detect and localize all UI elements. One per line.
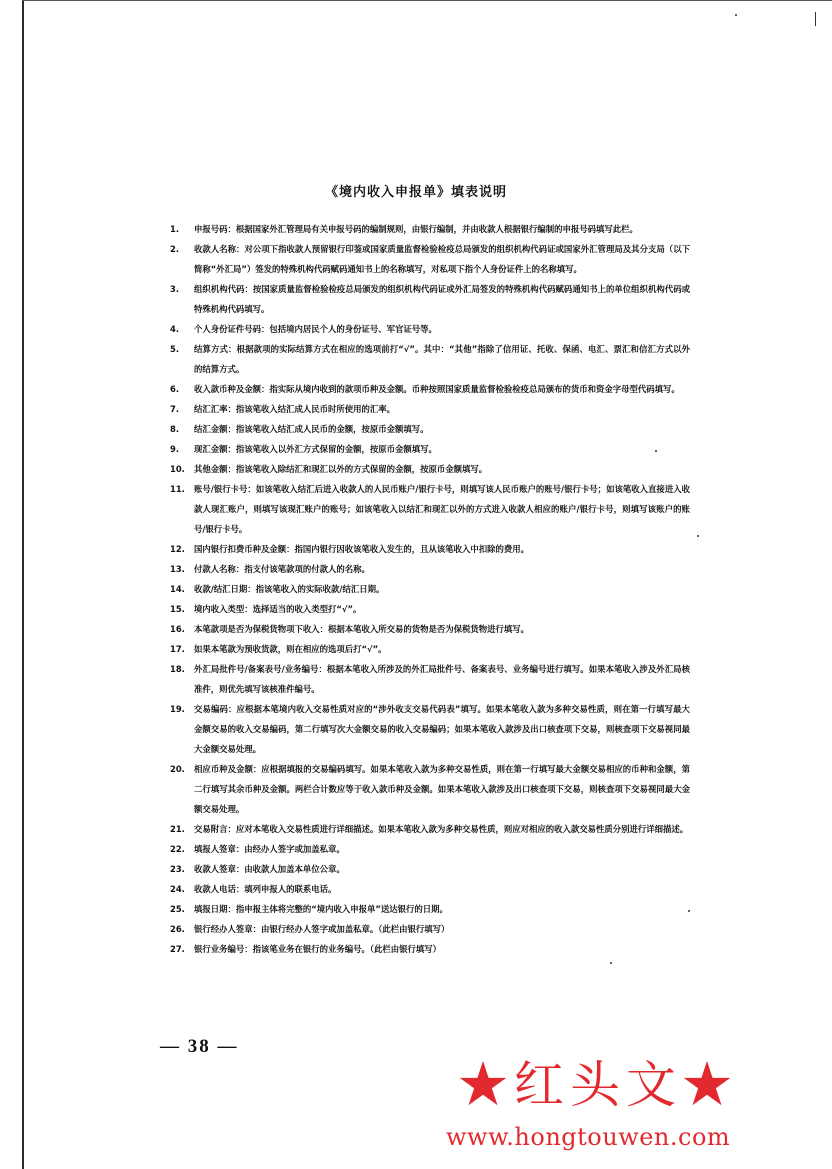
instruction-item <box>170 539 690 559</box>
instruction-item <box>170 839 690 859</box>
item-number: 26. <box>170 924 185 934</box>
instruction-item <box>170 399 690 419</box>
watermark-url: www.hongtouwen.com <box>446 1123 731 1151</box>
document-title: 《境内收入申报单》填表说明 <box>324 185 507 200</box>
site-watermark <box>440 1045 832 1169</box>
item-text: 收款人名称：对公项下指收款人预留银行印鉴或国家质量监督检验检疫总局颁发的组织机构代码证或国家外汇管理局及其分支局（以下简称“外汇局”）签发的特殊机构代码赋码通知书上的名称填写，对私项下指个人身份证件上的名称填写。 <box>194 244 690 274</box>
instruction-item <box>170 819 690 839</box>
item-number: 22. <box>170 844 185 854</box>
item-text: 交易附言：应对本笔收入交易性质进行详细描述。如果本笔收入款为多种交易性质，则应对相应的收入款交易性质分别进行详细描述。 <box>194 824 689 834</box>
item-text: 本笔款项是否为保税货物项下收入：根据本笔收入所交易的货物是否为保税货物进行填写。 <box>194 624 529 634</box>
item-number: 27. <box>170 944 185 954</box>
item-text: 结汇金额：指该笔收入结汇成人民币的金额，按原币金额填写。 <box>194 424 429 434</box>
instruction-item <box>170 599 690 619</box>
item-number: 10. <box>170 464 185 474</box>
page-number: — 38 — <box>160 1036 239 1057</box>
item-number: 4. <box>170 324 180 334</box>
instruction-item <box>170 939 690 959</box>
item-number: 9. <box>170 444 180 454</box>
instruction-item <box>170 859 690 879</box>
item-number: 12. <box>170 544 185 554</box>
item-number: 11. <box>170 484 185 494</box>
item-number: 23. <box>170 864 185 874</box>
item-number: 1. <box>170 224 180 234</box>
item-number: 8. <box>170 424 180 434</box>
item-text: 申报号码：根据国家外汇管理局有关申报号码的编制规则，由银行编制，并由收款人根据银行编制的申报号码填写此栏。 <box>194 224 638 234</box>
item-text: 外汇局批件号/备案表号/业务编号：根据本笔收入所涉及的外汇局批件号、备案表号、业务编号进行填写。如果本笔收入涉及外汇局核准件，则优先填写该核准件编号。 <box>194 664 690 694</box>
instruction-item <box>170 219 690 239</box>
item-number: 20. <box>170 764 185 774</box>
item-number: 21. <box>170 824 185 834</box>
instruction-item <box>170 639 690 659</box>
instruction-item <box>170 579 690 599</box>
item-text: 填报人签章：由经办人签字或加盖私章。 <box>194 844 345 854</box>
item-text: 收入款币种及金额：指实际从境内收到的款项币种及金额。币种按照国家质量监督检验检疫总局颁布的货币和资金字母型代码填写。 <box>194 384 680 394</box>
item-number: 19. <box>170 704 185 714</box>
item-text: 账号/银行卡号：如该笔收入结汇后进入收款人的人民币账户/银行卡号，则填写该人民币账户的账号/银行卡号；如该笔收入直接进入收款人现汇账户，则填写该现汇账户的账号；如该笔收入以结汇和现汇以外的方式进入收款人相应的账户/银行卡号，则填写该账户的账号/银行卡号。 <box>194 484 690 534</box>
instruction-item <box>170 279 690 319</box>
item-text: 结算方式：根据款项的实际结算方式在相应的选项前打“√”。其中：“其他”指除了信用证、托收、保函、电汇、票汇和信汇方式以外的结算方式。 <box>194 344 690 374</box>
item-number: 5. <box>170 344 180 354</box>
item-number: 17. <box>170 644 185 654</box>
item-number: 2. <box>170 244 180 254</box>
item-number: 6. <box>170 384 180 394</box>
item-text: 填报日期：指申报主体将完整的“境内收入申报单”送达银行的日期。 <box>194 904 448 914</box>
item-text: 境内收入类型：选择适当的收入类型打“√”。 <box>194 604 362 614</box>
item-text: 交易编码：应根据本笔境内收入交易性质对应的“涉外收支交易代码表”填写。如果本笔收入款为多种交易性质，则在第一行填写最大金额交易的收入交易编码，第二行填写次大金额交易的收入交易编码；如果本笔收入款涉及出口核查项下交易，则核查项下交易视同最大金额交易处理。 <box>194 704 690 754</box>
instruction-item <box>170 419 690 439</box>
instruction-item <box>170 619 690 639</box>
instruction-item <box>170 339 690 379</box>
scan-speck <box>697 535 699 537</box>
item-text: 银行业务编号：指该笔业务在银行的业务编号。（此栏由银行填写） <box>194 944 442 954</box>
scan-mark <box>815 12 816 26</box>
instruction-item <box>170 459 690 479</box>
instruction-item <box>170 239 690 279</box>
scan-top-border <box>22 0 832 1</box>
instruction-list <box>170 219 690 959</box>
item-text: 结汇汇率：指该笔收入结汇成人民币时所使用的汇率。 <box>194 404 395 414</box>
item-text: 收款人电话：填列申报人的联系电话。 <box>194 884 337 894</box>
instruction-item <box>170 879 690 899</box>
instruction-item <box>170 439 690 459</box>
item-number: 7. <box>170 404 180 414</box>
item-text: 国内银行扣费币种及金额：指国内银行因收该笔收入发生的，且从该笔收入中扣除的费用。 <box>194 544 529 554</box>
instruction-item <box>170 699 690 759</box>
item-number: 3. <box>170 284 180 294</box>
item-text: 其他金额：指该笔收入除结汇和现汇以外的方式保留的金额，按原币金额填写。 <box>194 464 488 474</box>
item-number: 25. <box>170 904 185 914</box>
instruction-item <box>170 379 690 399</box>
scan-speck <box>735 14 737 16</box>
instruction-item <box>170 479 690 539</box>
item-text: 如果本笔款为预收货款，则在相应的选项后打“√”。 <box>194 644 387 654</box>
instruction-item <box>170 659 690 699</box>
item-number: 18. <box>170 664 185 674</box>
instruction-item <box>170 759 690 819</box>
instruction-item <box>170 899 690 919</box>
item-text: 收款/结汇日期：指该笔收入的实际收款/结汇日期。 <box>194 584 385 594</box>
scan-speck <box>610 962 612 964</box>
item-text: 组织机构代码：按国家质量监督检验检疫总局颁发的组织机构代码证或外汇局签发的特殊机构代码赋码通知书上的单位组织机构代码或特殊机构代码填写。 <box>194 284 690 314</box>
instruction-item <box>170 559 690 579</box>
item-number: 14. <box>170 584 185 594</box>
instruction-item <box>170 919 690 939</box>
item-text: 相应币种及金额：应根据填报的交易编码填写。如果本笔收入款为多种交易性质，则在第一行填写最大金额交易相应的币种和金额，第二行填写其余币种及金额。两栏合计数应等于收入款币种及金额。如果本笔收入款涉及出口核查项下交易，则核查项下交易视同最大金额交易处理。 <box>194 764 690 814</box>
item-text: 付款人名称：指支付该笔款项的付款人的名称。 <box>194 564 370 574</box>
item-text: 个人身份证件号码：包括境内居民个人的身份证号、军官证号等。 <box>194 324 437 334</box>
scan-left-border <box>22 0 24 1169</box>
item-number: 15. <box>170 604 185 614</box>
item-number: 16. <box>170 624 185 634</box>
watermark-title: ★红头文★ <box>458 1056 738 1114</box>
item-number: 13. <box>170 564 185 574</box>
item-text: 收款人签章：由收款人加盖本单位公章。 <box>194 864 345 874</box>
item-text: 银行经办人签章：由银行经办人签字或加盖私章。（此栏由银行填写） <box>194 924 450 934</box>
instruction-item <box>170 319 690 339</box>
item-number: 24. <box>170 884 185 894</box>
item-text: 现汇金额：指该笔收入以外汇方式保留的金额，按原币金额填写。 <box>194 444 437 454</box>
